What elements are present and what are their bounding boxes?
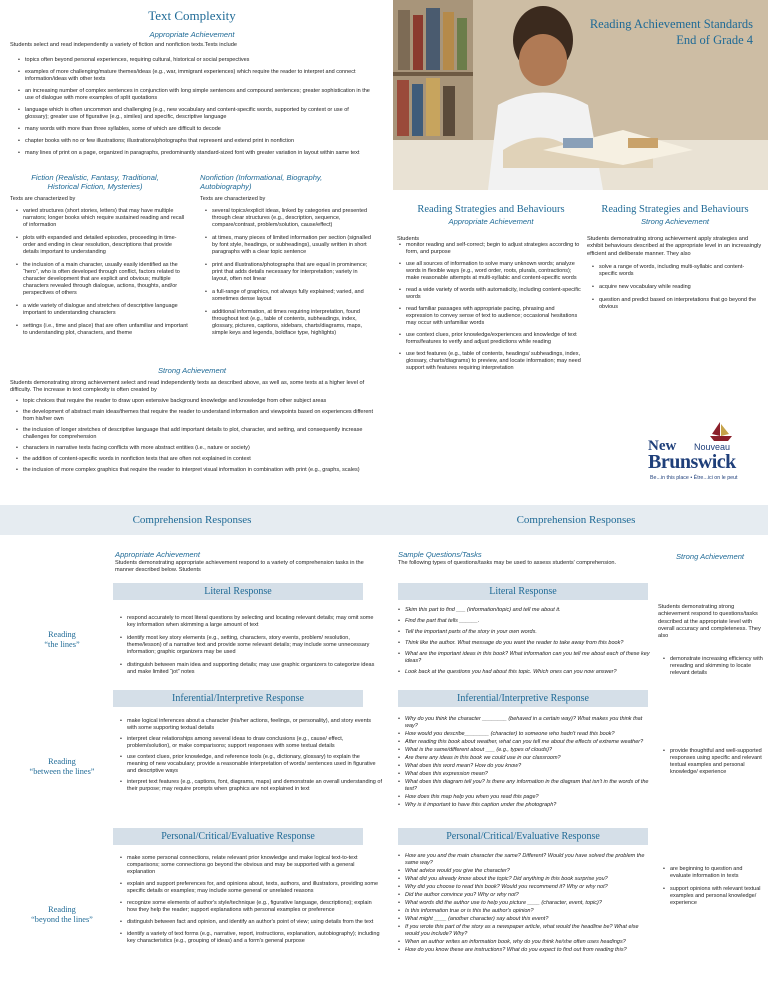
appropriate-achievement-heading: Appropriate Achievement: [149, 30, 235, 39]
list-item: • If you wrote this part of the story as a newspaper article, what would the headline be? What else would you include? Why?: [398, 924, 653, 938]
list-item: • demonstrate increasing efficiency with rereading and skimming to locate relevant details: [663, 656, 763, 677]
list-item: • What words did the author use to help you picture ____ (character, event, topic)?: [398, 900, 653, 907]
banner-title-line2: End of Grade 4: [676, 32, 753, 47]
list-item: • Why is it important to have this caption under the photograph?: [398, 802, 653, 809]
list-item: • language which is often uncommon and challenging (e.g., new vocabulary and content-specific words, supported by context or use of glossary); greater use of figurative (e.g., similes) and specific, descriptive language: [18, 107, 370, 121]
strategies-appropriate-sub: Appropriate Achievement: [448, 217, 534, 226]
list-item: • Skim this part to find ___ (information/topic) and tell me about it.: [398, 607, 653, 614]
personal-title-right: Personal/Critical/Evaluative Response: [398, 828, 648, 845]
list-item: • the inclusion of longer stretches of descriptive language that add important details to plot, character, and setting, and consequently increase challenges for comprehension: [16, 427, 374, 441]
logo-nouveau: Nouveau: [694, 442, 731, 452]
comp-strong-heading: Strong Achievement: [675, 552, 745, 561]
list-item: • read a wide variety of words with automaticity, including content-specific words: [399, 287, 581, 301]
list-item: • What did you already know about the topic? Did anything in this book surprise you?: [398, 876, 653, 883]
strategies-appropriate-list: [399, 242, 581, 377]
comp-appropriate-heading: Appropriate Achievement: [115, 550, 200, 559]
fiction-list: [16, 208, 188, 343]
list-item: • an increasing number of complex sentences in conjunction with long simple sentences and compound sentences; greater sophistication in the use of dialogue with more examples of split quotations: [18, 88, 370, 102]
list-item: • What advice would you give the character?: [398, 868, 653, 875]
comprehension-right-band: [384, 505, 768, 535]
strategies-appropriate-title: Reading Strategies and Behaviours: [417, 204, 565, 215]
list-item: • identify most key story elements (e.g., setting, characters, story events, problem/ resolution, theme/lesson) of a narrative text and provide some relevant details; may include some unnecessary information; graphic organizers may be used: [120, 635, 382, 656]
inferential-strong-list: [663, 748, 763, 782]
list-item: • a full-range of graphics, not always fully explained; varied, and sometimes dense layout: [205, 289, 375, 303]
list-item: • make logical inferences about a character (his/her actions, feelings, or personality), and story events with some supporting textual details: [120, 718, 382, 732]
list-item: • topics often beyond personal experiences, requiring cultural, historical or social perspectives: [18, 57, 370, 64]
inferential-title-left: Inferential/Interpretive Response: [113, 690, 363, 707]
list-item: • solve a range of words, including multi-syllabic and content-specific words: [592, 264, 760, 278]
list-item: • How do you know these are instructions? What do you expect to find out from reading this?: [398, 947, 653, 954]
list-item: • a wide variety of dialogue and stretches of descriptive language important to understanding characters: [16, 303, 188, 317]
fiction-heading: Fiction (Realistic, Fantasy, Traditional, Historical Fiction, Mysteries): [31, 173, 159, 191]
list-item: • many words with more than three syllables, some of which are difficult to decode: [18, 126, 370, 133]
list-item: • Why do you think the character ________ (behaved in a certain way)? What makes you think that way?: [398, 716, 653, 730]
comprehension-left-band: [0, 505, 384, 535]
list-item: • Why did you choose to read this book? Would you recommend it? Why or why not?: [398, 884, 653, 891]
comp-appropriate-intro: Students demonstrating appropriate achievement respond to a variety of comprehension tasks in the manner described below. Students: [115, 560, 364, 574]
list-item: • identify a variety of text forms (e.g., narrative, report, instructions, explanation, autobiography); including key characteristics (e.g., grouping of ideas) and a form's general purpose: [120, 931, 382, 945]
nonfiction-list: [205, 208, 375, 343]
list-item: • Tell the important parts of the story in your own words.: [398, 629, 653, 636]
list-item: • What is the same/different about ___ (e.g., types of clouds)?: [398, 747, 653, 754]
list-item: • several topics/explicit ideas, linked by categories and presented through clear structures (e.g., description, sequence, compare/contrast, problem/solution, cause/effect): [205, 208, 375, 229]
personal-list: [120, 855, 382, 950]
list-item: • the addition of content-specific words in nonfiction texts that are often not explained in context: [16, 456, 374, 463]
personal-questions: [398, 853, 653, 955]
personal-title-left: Personal/Critical/Evaluative Response: [113, 828, 363, 845]
list-item: • What does this expression mean?: [398, 771, 653, 778]
list-item: • the inclusion of more complex graphics that require the reader to interpret visual information in combination with print (e.g., graphs, scales): [16, 467, 374, 474]
logo-tagline: Be...in this place • Être...ici on le peut: [650, 475, 738, 481]
nonfiction-heading: Nonfiction (Informational, Biography, Autobiography): [200, 173, 323, 191]
list-item: • make some personal connections, relate relevant prior knowledge and make logical text-to-text comparisons; some connections go beyond the obvious and may be supported with a general explanation: [120, 855, 382, 876]
literal-title-right: Literal Response: [398, 583, 648, 600]
text-complexity-list: [18, 57, 370, 162]
text-complexity-intro: Students select and read independently a variety of fiction and nonfiction texts.Texts include: [10, 42, 237, 48]
list-item: • read familiar passages with appropriate pacing, phrasing and expression to convey sense of text to audience; occasional hesitations may occur with unfamiliar words: [399, 306, 581, 327]
ship-icon: [708, 420, 734, 442]
list-item: • Think like the author. What message do you want the reader to take away from this book?: [398, 640, 653, 647]
list-item: • at times, many pieces of limited information per section (signalled by font style, headings, or subheadings), usually written in short paragraphs with a clear topic sentence: [205, 235, 375, 256]
list-item: • chapter books with no or few illustrations; illustrations/photographs that represent and extend print in nonfiction: [18, 138, 370, 145]
inferential-title-right: Inferential/Interpretive Response: [398, 690, 648, 707]
list-item: • Is this information true or is this the author's opinion?: [398, 908, 653, 915]
list-item: • distinguish between fact and opinion, and identify an author's point of view; using details from the text: [120, 919, 382, 926]
list-item: • support opinions with relevant textual examples and personal knowledge/ experience: [663, 886, 763, 907]
banner-title-line1: Reading Achievement Standards: [589, 17, 753, 31]
sample-questions-intro: The following types of questions/tasks may be used to assess students' comprehension.: [398, 560, 617, 566]
list-item: • How are you and the main character the same? Different? Would you have solved the problem the same way?: [398, 853, 653, 867]
personal-strong-list: [663, 866, 763, 913]
list-item: • question and predict based on interpretations that go beyond the obvious: [592, 297, 760, 311]
literal-strong-intro: Students demonstrating strong achievement respond to questions/tasks described at the appropriate level with overall accuracy and completeness. They also: [658, 604, 761, 640]
list-item: • plots with expanded and detailed episodes, proceeding in time-order and ending in clear resolution, descriptions that provide details important to understanding: [16, 235, 188, 256]
literal-questions: [398, 607, 653, 680]
list-item: • When an author writes an information book, why do you think he/she often uses headings?: [398, 939, 653, 946]
list-item: • examples of more challenging/mature themes/ideas (e.g., war, immigrant experiences) which require the reader to interpret and connect information/ideas with other texts: [18, 69, 370, 83]
list-item: • Are there any ideas in this book we could use in our classroom?: [398, 755, 653, 762]
list-item: • How would you describe________ (character) to someone who hadn't read this book?: [398, 731, 653, 738]
list-item: • many lines of print on a page, organized in paragraphs, predominantly standard-sized font with greater variation in layout within same text: [18, 150, 370, 157]
list-item: • Did the author convince you? Why or why not?: [398, 892, 653, 899]
list-item: • Look back at the questions you had about this topic. Which ones can you now answer?: [398, 669, 653, 676]
list-item: • Find the part that tells ______.: [398, 618, 653, 625]
list-item: • What are the important ideas in this book? What information can you tell me about each of these key ideas?: [398, 651, 653, 665]
sample-questions-heading: Sample Questions/Tasks: [398, 550, 482, 559]
nonfiction-intro: Texts are characterized by: [200, 196, 266, 202]
logo-brunswick: Brunswick: [648, 451, 736, 473]
inferential-list: [120, 718, 382, 797]
literal-list: [120, 615, 382, 682]
label-reading-the-lines: Reading “the lines”: [44, 630, 80, 649]
list-item: • After reading this book about weather, what can you tell me about the effects of extreme weather?: [398, 739, 653, 746]
label-reading-beyond-the-lines: Reading “beyond the lines”: [31, 905, 93, 924]
list-item: • use all sources of information to solve many unknown words; analyze words in flexible ways (e.g., word order, roots, plurals, contractions); make reasonable attempts at multi-syllabic and content-specific words: [399, 261, 581, 282]
list-item: • print and illustrations/photographs that are equal in prominence; print that adds details necessary for interpretation; variety in layout, often not linear: [205, 262, 375, 283]
literal-strong-list: [663, 656, 763, 683]
list-item: • respond accurately to most literal questions by selecting and locating relevant details; may omit some key information when skimming a large amount of text: [120, 615, 382, 629]
strategies-strong-intro: Students demonstrating strong achievement apply strategies and exhibit behaviours described at the appropriate level in an increasingly efficient and deliberate manner. They also: [587, 236, 762, 257]
list-item: • use context clues, prior knowledge/experiences and knowledge of text forms/features to verify and adjust predictions while reading: [399, 332, 581, 346]
list-item: • interpret clear relationships among several ideas to draw conclusions (e.g., cause/ effect, problem/solution), or make comparisons; support responses with some textual details: [120, 736, 382, 750]
list-item: • interpret text features (e.g., captions, font, diagrams, maps) and demonstrate an overall understanding of their purpose; may require prompts when graphics are not explained in text: [120, 779, 382, 793]
new-brunswick-logo: [648, 420, 758, 490]
list-item: • the development of abstract main ideas/themes that require the reader to understand information and viewpoints based on experiences different from his/her own: [16, 409, 374, 423]
list-item: • settings (i.e., time and place) that are often unfamiliar and important to understanding plot, characters, and theme: [16, 323, 188, 337]
list-item: • monitor reading and self-correct; begin to adjust strategies according to form, and purpose: [399, 242, 581, 256]
text-complexity-title: Text Complexity: [148, 8, 236, 23]
list-item: • distinguish between main idea and supporting details; may use graphic organizers to categorize ideas and make limited “jot” notes: [120, 662, 382, 676]
strong-list: [16, 398, 374, 478]
strategies-strong-sub: Strong Achievement: [640, 217, 710, 226]
list-item: • recognize some elements of author's style/technique (e.g., figurative language, descriptions); explain how they help the reader; support explanations with personal examples or preference: [120, 900, 382, 914]
list-item: • How does this map help you when you read this page?: [398, 794, 653, 801]
inferential-questions: [398, 716, 653, 810]
strategies-strong-title: Reading Strategies and Behaviours: [601, 204, 749, 215]
strong-achievement-heading: Strong Achievement: [157, 366, 227, 375]
strategies-strong-list: [592, 264, 760, 317]
strategies-intro: Students: [397, 236, 420, 242]
list-item: • What might ____ (another character) say about this event?: [398, 916, 653, 923]
logo-new: New: [648, 438, 677, 454]
comprehension-left-title: Comprehension Responses: [132, 514, 252, 526]
list-item: • additional information, at times requiring interpretation, found throughout text (e.g., table of contents, subheadings, index, glossary, pictures, captions, sidebars, charts/diagrams, maps, simple keys and legends, boldface type, highlights): [205, 309, 375, 337]
list-item: • What does this diagram tell you? Is there any information in the diagram that isn't in the words of the text?: [398, 779, 653, 793]
list-item: • provide thoughtful and well-supported responses using specific and relevant textual examples and personal knowledge/ experience: [663, 748, 763, 776]
list-item: • the inclusion of a main character, usually easily identified as the “hero”, who is often developed through conflict, factors related to character development that are explicit and obvious; multiple characters revealed through dialogue, actions, thoughts, and/or perspectives of others: [16, 262, 188, 297]
label-reading-between-the-lines: Reading “between the lines”: [29, 757, 95, 776]
list-item: • topic choices that require the reader to draw upon extensive background knowledge and knowledge from other subject areas: [16, 398, 374, 405]
list-item: • acquire new vocabulary while reading: [592, 284, 760, 291]
comprehension-right-title: Comprehension Responses: [516, 514, 636, 526]
list-item: • What does this word mean? How do you know?: [398, 763, 653, 770]
literal-title-left: Literal Response: [113, 583, 363, 600]
list-item: • use text features (e.g., table of contents, headings/ subheadings, index, glossary, charts/diagrams) to preview, and locate information; may need support with features requiring interpretation: [399, 351, 581, 372]
strong-intro: Students demonstrating strong achievement select and read independently texts as described above, as well as, some texts at a higher level of difficulty. The increase in text complexity is often created by: [10, 380, 365, 394]
banner-title: [560, 17, 753, 48]
fiction-intro: Texts are characterized by: [10, 196, 76, 202]
list-item: • characters in narrative texts facing conflicts with more abstract entities (i.e., nature or society): [16, 445, 374, 452]
list-item: • are beginning to question and evaluate information in texts: [663, 866, 763, 880]
list-item: • explain and support preferences for, and opinions about, texts, authors, and illustrators, providing some specific details or examples; may include some general or unrelated reasons: [120, 881, 382, 895]
list-item: • use context clues, prior knowledge, and reference tools (e.g., dictionary, glossary) to explain the meaning of new vocabulary; provide a reasonable interpretation of words/ sentences used in figurative and descriptive ways: [120, 754, 382, 775]
list-item: • varied structures (short stories, letters) that may have multiple narrators; longer books which require sustained reading and recall of information: [16, 208, 188, 229]
